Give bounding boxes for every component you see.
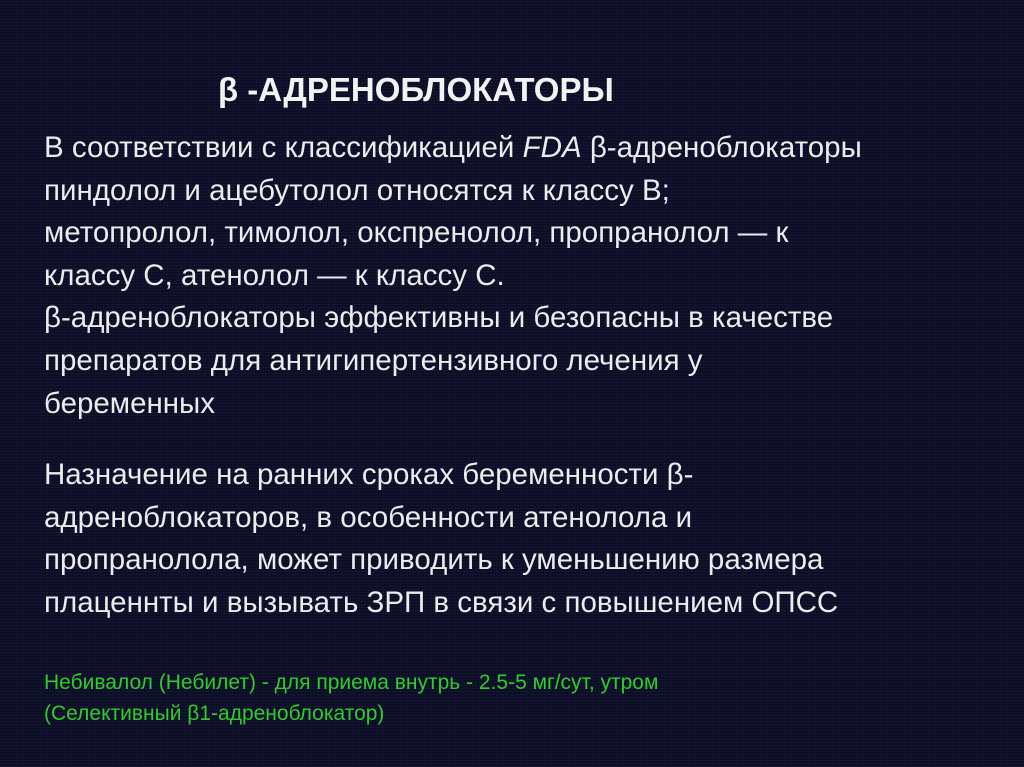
paragraph-line: плаценнты и вызывать ЗРП в связи с повышением ОПСС xyxy=(44,585,839,619)
paragraph-line xyxy=(44,127,1024,170)
paragraph-line: пиндолол и ацебутолол относятся к классу B; xyxy=(44,173,670,207)
paragraph-line: пропранолола, может приводить к уменьшению размера xyxy=(44,543,824,577)
slide-title: β -АДРЕНОБЛОКАТОРЫ xyxy=(218,71,614,108)
line-text: β-адреноблокаторы xyxy=(581,131,862,164)
note-line: Небивалол (Небилет) - для приема внутрь - 2.5-5 мг/сут, утром xyxy=(44,671,659,694)
early-pregnancy-paragraph xyxy=(44,454,1024,624)
paragraph-line: β-адреноблокаторы эффективны и безопасны в качестве xyxy=(44,301,834,335)
paragraph-line: беременных xyxy=(44,386,216,420)
paragraph-line: Назначение на ранних сроках беременности β- xyxy=(44,458,694,491)
fda-abbreviation: FDA xyxy=(522,131,582,164)
note-line: (Селективный β1-адреноблокатор) xyxy=(44,702,385,725)
line-text: В соответствии с классификацией xyxy=(44,131,523,164)
paragraph-line: метопролол, тимолол, окспренолол, пропранолол — к xyxy=(44,216,789,250)
paragraph-line: адреноблокаторов, в особенности атенолола и xyxy=(44,500,693,534)
nebivolol-note xyxy=(44,667,658,729)
classification-paragraph xyxy=(44,127,1024,425)
paragraph-line: классу C, атенолол — к классу C. xyxy=(44,258,505,292)
paragraph-line: препаратов для антигипертензивного лечения у xyxy=(44,343,703,377)
